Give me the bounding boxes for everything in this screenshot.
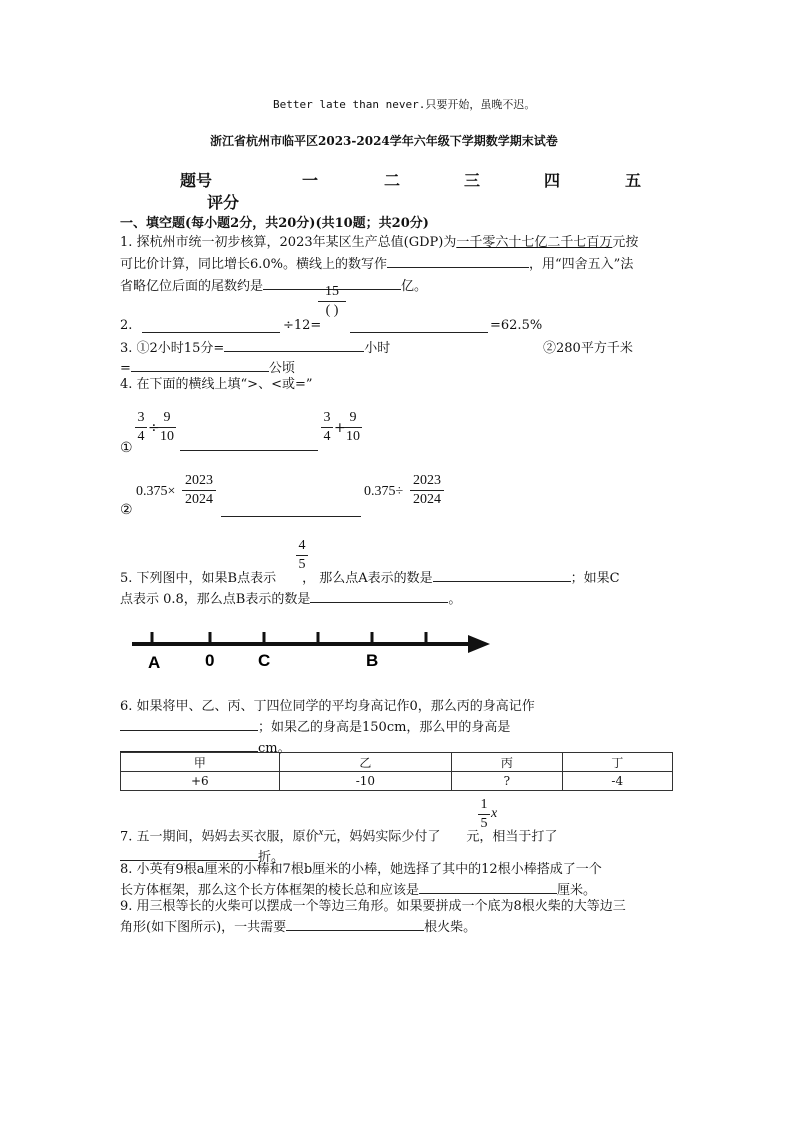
q7-text-b: 元，妈妈实际少付了 [323,829,441,845]
frac-den: 2024 [413,492,441,507]
height-table [120,752,673,791]
motto: Better late than never.只要开始，虽晚不迟。 [273,98,536,111]
q6-blank-2[interactable] [120,737,258,752]
q4-blank-2[interactable] [221,502,361,517]
table-row [121,753,673,772]
q1-number-words: 一千零六十七亿二千七百万 [456,235,613,250]
q2-fraction [318,284,346,319]
q2-div: ÷12= [283,318,322,333]
table-cell: -10 [279,772,451,791]
score-header-label: 题号 [180,171,213,190]
q6-text-c: cm。 [258,741,291,756]
q4-blank-1[interactable] [180,436,318,451]
q6-text-b: ；如果乙的身高是150cm，那么甲的身高是 [258,720,511,735]
q4-plus-sign: + [334,420,346,436]
score-col-3: 三 [464,171,481,190]
q3-text-c: ②280平方千米 [543,341,633,356]
q4-left2: 0.375× [136,484,176,499]
q4-right2: 0.375÷ [364,484,404,499]
q4-frac-910-a [158,410,176,445]
q9-text-c: 根火柴。 [424,920,477,935]
q2-frac-den: ( ) [325,303,339,318]
question-1 [120,232,638,297]
q5-blank-2[interactable] [310,588,448,603]
frac-num: 2023 [185,473,213,488]
q7-x: x [318,826,324,838]
q5-blank-1[interactable] [433,567,571,582]
table-cell: +6 [121,772,280,791]
score-col-5: 五 [625,171,642,190]
question-8 [120,860,602,900]
frac-num: 2023 [413,473,441,488]
number-line [128,626,494,674]
q4-frac-34-a [135,410,147,445]
label-c: C [258,651,271,670]
frac-num: 3 [137,410,145,425]
page-title: 浙江省杭州市临平区2023-2024学年六年级下学期数学期末试卷 [210,134,558,148]
table-row [121,772,673,791]
frac-num: 9 [349,410,357,425]
frac-den: 5 [298,557,306,572]
q3-blank-1[interactable] [224,337,364,352]
question-9 [120,897,626,937]
q7-text-c: 元，相当于打了 [466,829,558,845]
q1-text-a: 1. 探杭州市统一初步核算，2023年某区生产总值(GDP)为 [120,235,457,250]
frac-den: 4 [323,429,331,444]
q4-text: 4. 在下面的横线上填“>、<或=” [120,377,313,392]
q4-frac-34-b [321,410,333,445]
q1-line2a: 可比价计算，同比增长6.0%。横线上的数写作 [120,257,388,272]
q1-line3a: 省略亿位后面的尾数约是 [120,279,264,294]
q4-circle-1: ① [120,440,133,456]
q7-x-after-frac: x [491,806,498,821]
frac-den: 10 [346,429,360,444]
q4-frac-2023-b [410,473,444,508]
q5-text-e: 。 [448,592,462,607]
q2-number: 2. [120,318,133,333]
q6-blank-1[interactable] [120,716,258,731]
q1-blank-1[interactable] [387,253,529,268]
q3-text-d: = [120,361,131,376]
question-3 [120,337,390,377]
table-header: 甲 [121,753,280,772]
frac-num: 9 [163,410,171,425]
table-cell: -4 [562,772,672,791]
question-5 [120,567,620,609]
q5-text-b: ， 那么点A表示的数是 [302,571,433,586]
q9-blank[interactable] [286,916,424,931]
q8-blank[interactable] [419,879,557,894]
q8-text-a: 8. 小英有9根a厘米的小棒和7根b厘米的小棒，她选择了其中的12根小棒搭成了一个 [120,862,602,877]
frac-den: 10 [160,429,174,444]
label-0: 0 [205,651,215,670]
q4-div-sign: ÷ [148,420,160,436]
q2-eq: =62.5% [490,318,543,333]
q4-circle-2: ② [120,502,133,518]
table-header: 乙 [279,753,451,772]
q1-line3b: 亿。 [401,279,428,294]
frac-den: 2024 [185,492,213,507]
q3-text-e: 公顷 [268,361,295,376]
label-b: B [366,651,379,670]
question-6 [120,697,535,758]
q2-frac-num: 15 [325,284,339,299]
q9-text-a: 9. 用三根等长的火柴可以摆成一个等边三角形。如果要拼成一个底为8根火柴的大等边三 [120,899,626,914]
arrow-head-icon [468,635,490,653]
table-cell: ? [452,772,562,791]
score-col-4: 四 [544,171,561,190]
q1-text-b: 元按 [612,235,639,250]
q5-text-a: 5. 下列图中，如果B点表示 [120,571,277,586]
label-a: A [148,653,161,672]
score-col-2: 二 [384,171,401,190]
q7-text-d: 折。 [258,850,285,866]
table-header: 丁 [562,753,672,772]
frac-den: 4 [137,429,145,444]
q3-text-b: 小时 [364,341,391,356]
q2-blank-2[interactable] [350,318,488,333]
q7-text-a: 7. 五一期间，妈妈去买衣服，原价 [120,829,319,845]
frac-num: 1 [480,797,488,812]
q4-frac-910-b [344,410,362,445]
section-heading: 一、填空题(每小题2分，共20分)(共10题；共20分) [120,216,429,231]
q1-line2b: ，用“四舍五入”法 [529,257,634,272]
q5-text-d: 点表示 0.8，那么点B表示的数是 [120,592,311,607]
table-header: 丙 [452,753,562,772]
q3-text-a: 3. ①2小时15分= [120,341,225,356]
score-col-1: 一 [302,171,319,190]
frac-num: 3 [323,410,331,425]
q4-frac-2023-a [182,473,216,508]
q3-blank-2[interactable] [131,357,269,372]
q8-text-c: 厘米。 [557,883,597,898]
score-row-label: 评分 [207,193,240,212]
frac-den: 5 [480,816,488,831]
frac-num: 4 [298,538,306,553]
q9-text-b: 角形(如下图所示)，一共需要 [120,920,287,935]
q6-text-a: 6. 如果将甲、乙、丙、丁四位同学的平均身高记作0，那么丙的身高记作 [120,699,535,714]
q8-text-b: 长方体框架，那么这个长方体框架的棱长总和应该是 [120,883,420,898]
q2-blank-1[interactable] [142,318,280,333]
q5-text-c: ；如果C [570,571,620,586]
